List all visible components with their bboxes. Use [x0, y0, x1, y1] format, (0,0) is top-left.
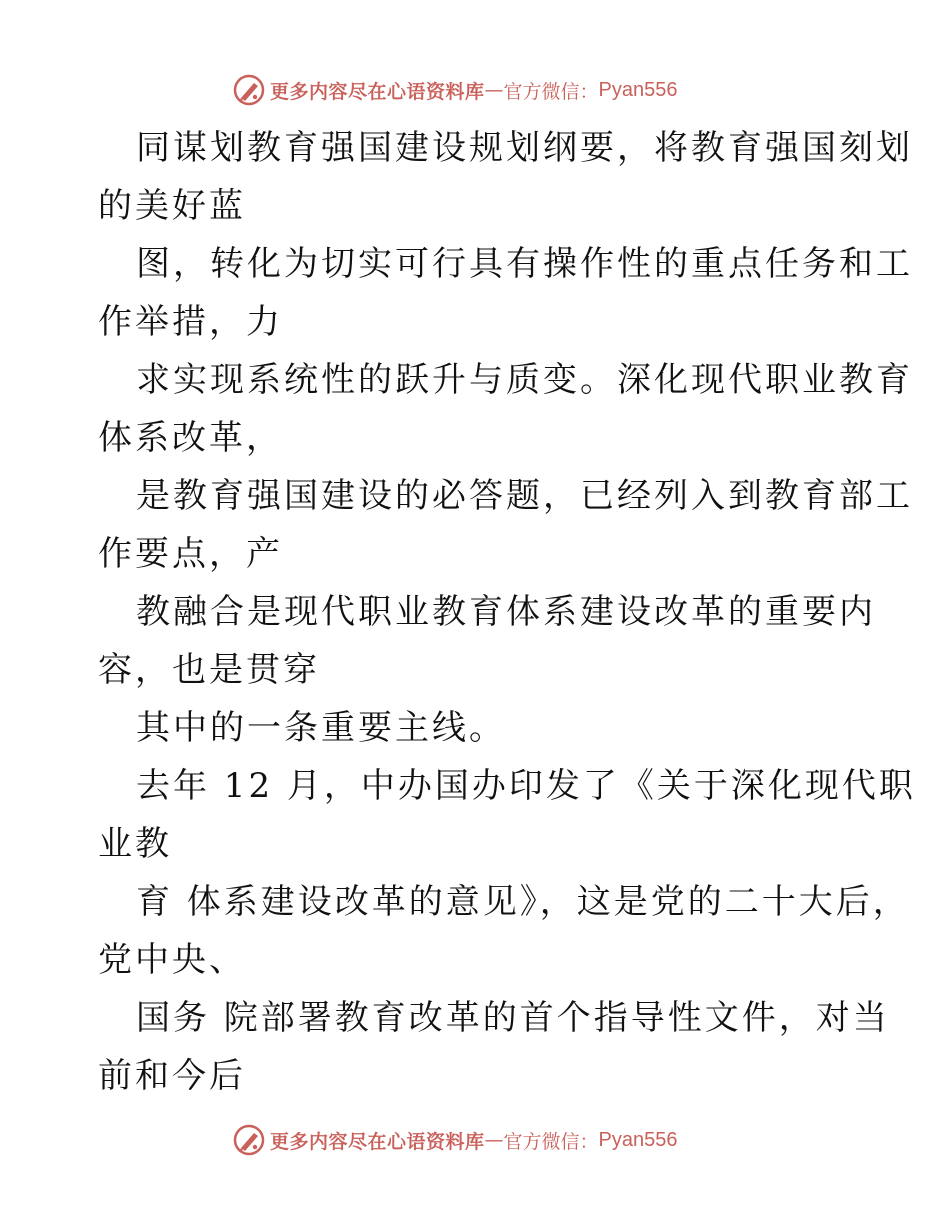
text-line: 其中的一条重要主线。: [136, 708, 506, 748]
text-line: 容，也是贯穿: [98, 650, 320, 690]
text-line: 是教育强国建设的必答题，已经列入到教育部工: [136, 476, 913, 516]
text-line: 育 体系建设改革的意见》，这是党的二十大后，: [136, 882, 910, 922]
watermark-label: 官方微信：: [503, 1130, 599, 1153]
text-line: 的美好蓝: [98, 186, 246, 226]
pen-nib-seal-icon: [232, 73, 266, 107]
text-line: 图，转化为切实可行具有操作性的重点任务和工: [136, 244, 913, 284]
watermark-brand: 更多内容尽在心语资料库: [270, 80, 485, 103]
text-line: 求实现系统性的跃升与质变。深化现代职业教育: [136, 360, 913, 400]
text-line: 体系改革，: [98, 418, 283, 458]
header-watermark: [232, 70, 678, 110]
text-line: 教融合是现代职业教育体系建设改革的重要内: [136, 592, 876, 632]
watermark-wechat-id: Pyan556: [598, 1128, 678, 1151]
footer-watermark: [232, 1120, 678, 1160]
watermark-dash: —: [484, 1129, 504, 1151]
pen-nib-seal-icon: [232, 1123, 266, 1157]
watermark-dash: —: [484, 79, 504, 101]
text-line: 作举措，力: [98, 302, 283, 342]
text-line: 同谋划教育强国建设规划纲要，将教育强国刻划: [136, 128, 913, 168]
text-line: 国务 院部署教育改革的首个指导性文件，对当: [136, 998, 890, 1038]
text-line: 作要点，产: [98, 534, 283, 574]
watermark-wechat-id: Pyan556: [598, 78, 678, 101]
watermark-brand: 更多内容尽在心语资料库: [270, 1130, 485, 1153]
text-line: 去年 12 月，中办国办印发了《关于深化现代职: [136, 766, 916, 806]
watermark-label: 官方微信：: [503, 80, 599, 103]
text-line: 前和今后: [98, 1056, 246, 1096]
text-line: 党中央、: [98, 940, 246, 980]
text-line: 业教: [98, 824, 172, 864]
